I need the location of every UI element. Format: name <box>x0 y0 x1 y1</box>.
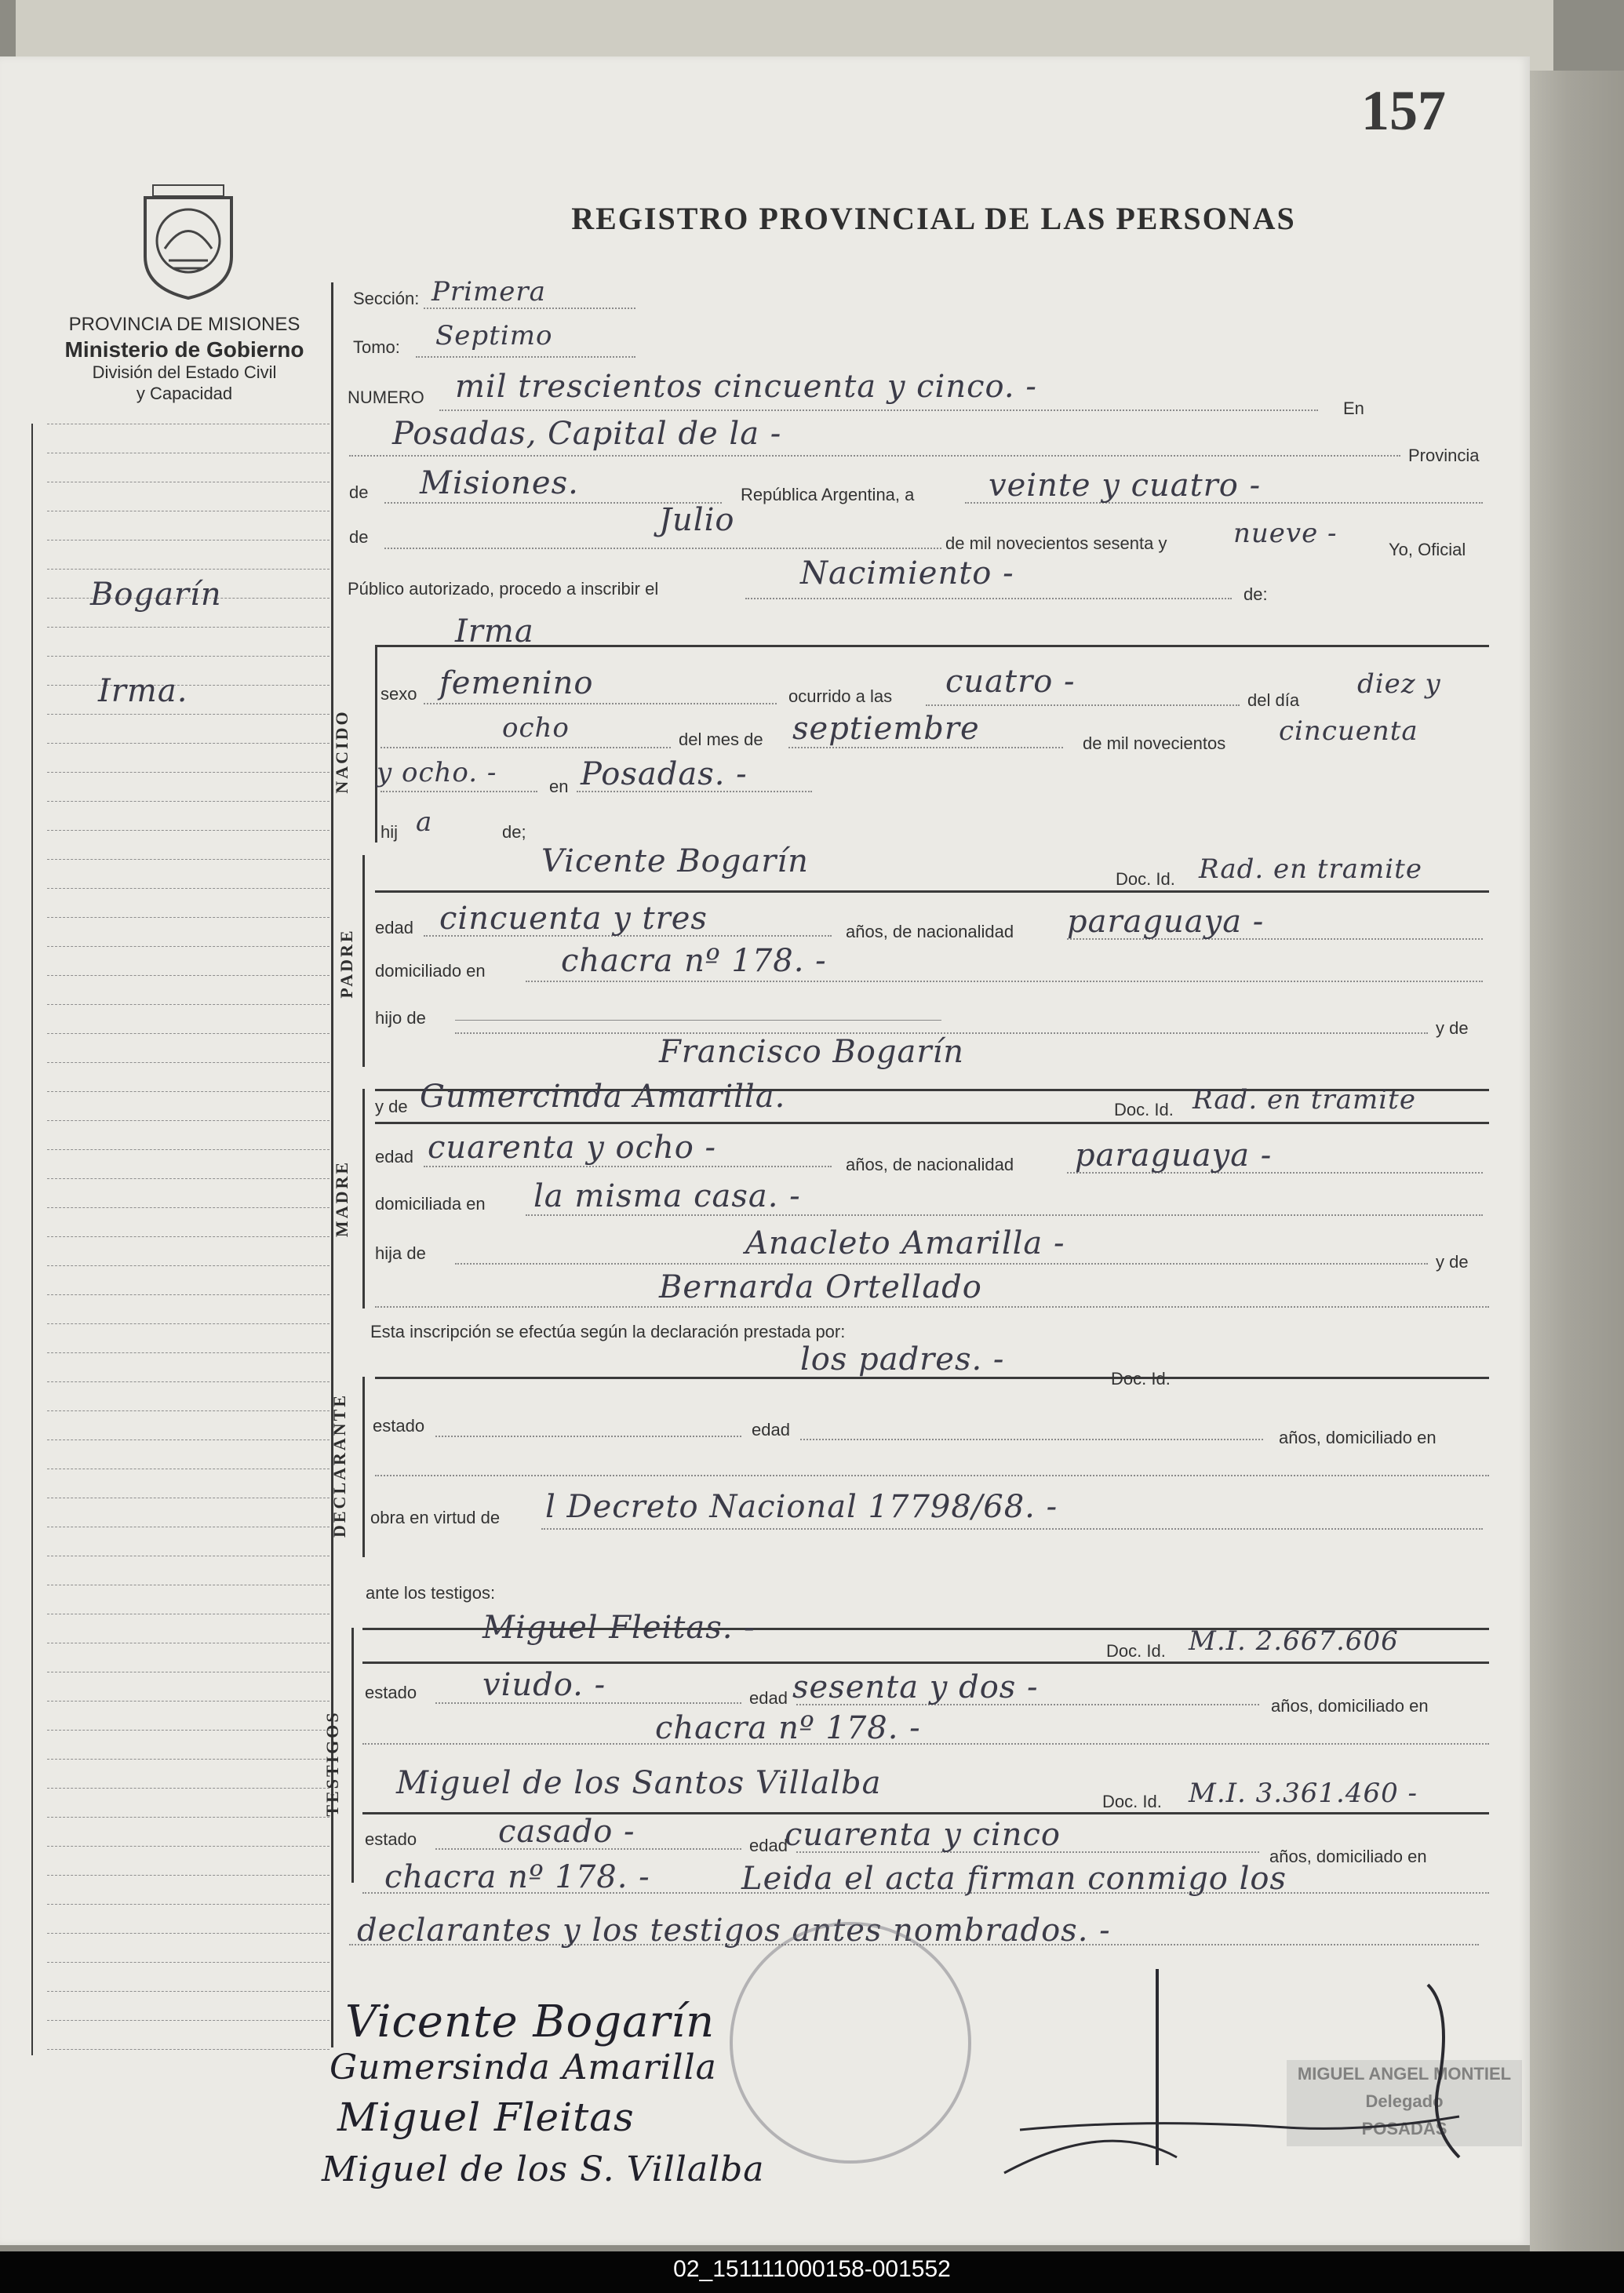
margin-ruled-line <box>47 1033 330 1034</box>
margin-left-rule <box>31 424 33 2055</box>
madre-name: Gumercinda Amarilla. <box>420 1079 786 1115</box>
madre-y-de-label: y de <box>375 1097 408 1116</box>
officer-title: Delegado <box>1365 2091 1444 2112</box>
dotted-line <box>526 981 1483 982</box>
madre-section-label: MADRE <box>332 1159 351 1238</box>
padre-section-label: PADRE <box>337 928 356 999</box>
witness2-edad: cuarenta y cinco <box>785 1817 1061 1853</box>
issuer-ministry: Ministerio de Gobierno <box>64 337 304 362</box>
republica-label: República Argentina, a <box>741 485 915 504</box>
margin-ruled-line <box>47 1933 330 1934</box>
officer-city: POSADAS <box>1361 2119 1447 2139</box>
witness2-estado: casado - <box>498 1814 635 1850</box>
anio-label: de mil novecientos <box>1083 733 1226 753</box>
dotted-line <box>416 356 635 358</box>
officer-signature-mark <box>989 1961 1491 2197</box>
anios-label: años, domiciliado en <box>1279 1428 1436 1447</box>
hij-suffix: a <box>416 806 433 838</box>
hij-label: hij <box>381 822 399 842</box>
margin-ruled-line <box>47 2020 330 2021</box>
day-value: veinte y cuatro - <box>989 468 1262 504</box>
margin-ruled-line <box>47 1091 330 1092</box>
signature-2: Gumersinda Amarilla <box>330 2047 717 2087</box>
obra-value: l Decreto Nacional 17798/68. - <box>545 1489 1058 1525</box>
issuer-province: PROVINCIA DE MISIONES <box>68 314 300 335</box>
margin-ruled-line <box>47 1294 330 1295</box>
numero-label: NUMERO <box>348 388 424 407</box>
margin-ruled-line <box>47 801 330 802</box>
margin-given-name: Irma. <box>98 673 188 709</box>
witness1-estado: viudo. - <box>482 1667 606 1703</box>
margin-ruled-line <box>47 627 330 628</box>
margin-ruled-line <box>47 1062 330 1063</box>
edad-label: edad <box>752 1420 790 1439</box>
image-id-label: 02_151111000158-001552 <box>673 2256 951 2282</box>
margin-ruled-line <box>47 1236 330 1237</box>
padre-name: Vicente Bogarín <box>541 843 809 879</box>
padre-parent: Francisco Bogarín <box>659 1034 965 1070</box>
nacido-name: Irma <box>455 613 534 650</box>
province-seal-icon <box>137 182 239 300</box>
margin-ruled-line <box>47 946 330 947</box>
hija-label: hija de <box>375 1243 426 1263</box>
margin-ruled-line <box>47 1323 330 1324</box>
margin-ruled-line <box>47 1439 330 1440</box>
place-value: Posadas, Capital de la - <box>392 416 782 452</box>
de3-label: de: <box>1243 584 1268 604</box>
signature-3: Miguel Fleitas <box>337 2095 635 2140</box>
margin-ruled-line <box>47 1730 330 1731</box>
nacido-section-label: NACIDO <box>332 709 351 794</box>
issuer-division: División del Estado Civil <box>92 362 277 383</box>
dia-label: del día <box>1247 690 1300 710</box>
dotted-line <box>424 308 635 309</box>
obra-label: obra en virtud de <box>370 1508 501 1527</box>
sexo-value: femenino <box>439 665 594 701</box>
witness1-edad-label: edad <box>749 1688 788 1708</box>
witness1-doc-label: Doc. Id. <box>1106 1641 1166 1661</box>
margin-ruled-line <box>47 1817 330 1818</box>
edad-label: edad <box>375 1147 413 1167</box>
dotted-line <box>381 791 537 792</box>
nac-label: años, de nacionalidad <box>846 1155 1014 1174</box>
closing-line1: Leida el acta firman conmigo los <box>741 1861 1287 1897</box>
margin-ruled-line <box>47 1846 330 1847</box>
dotted-line <box>526 1214 1483 1216</box>
month-value: Julio <box>659 502 735 538</box>
dotted-line <box>926 704 1240 706</box>
padre-domicilio: chacra nº 178. - <box>561 943 827 979</box>
margin-ruled-line <box>47 1265 330 1266</box>
section-rule <box>375 890 1489 893</box>
page-number: 157 <box>1361 79 1446 142</box>
witness1-anios-label: años, domiciliado en <box>1271 1696 1429 1716</box>
de-label: de <box>349 482 369 502</box>
margin-surname: Bogarín <box>90 577 222 613</box>
margin-ruled-line <box>47 1904 330 1905</box>
testigos-section-label: TESTIGOS <box>322 1710 342 1817</box>
margin-ruled-line <box>47 1207 330 1208</box>
en-label: En <box>1343 399 1364 418</box>
margin-ruled-line <box>47 1410 330 1411</box>
document-title: REGISTRO PROVINCIAL DE LAS PERSONAS <box>571 201 1296 236</box>
margin-ruled-line <box>47 859 330 860</box>
official-round-stamp <box>730 1922 971 2164</box>
dotted-line <box>435 1436 741 1437</box>
year-value: nueve - <box>1233 518 1338 549</box>
margin-ruled-line <box>47 1352 330 1353</box>
madre-parent-mother: Bernarda Ortellado <box>659 1269 982 1305</box>
seccion-label: Sección: <box>353 289 420 308</box>
margin-ruled-column <box>47 424 330 2055</box>
margin-ruled-line <box>47 1759 330 1760</box>
witness1-edad: sesenta y dos - <box>792 1669 1039 1705</box>
dotted-line <box>455 1263 1428 1265</box>
madre-doc-label: Doc. Id. <box>1114 1100 1174 1119</box>
witness1-doc: M.I. 2.667.606 <box>1189 1625 1399 1657</box>
margin-ruled-line <box>47 1991 330 1992</box>
sexo-label: sexo <box>381 684 417 704</box>
tomo-value: Septimo <box>435 320 553 351</box>
closing-line2: declarantes y los testigos antes nombrados. - <box>357 1913 1111 1949</box>
dotted-line <box>788 747 1063 748</box>
madre-doc: Rad. en tramite <box>1193 1084 1416 1116</box>
provincia-label: Provincia <box>1408 446 1480 465</box>
dotted-line <box>349 455 1400 457</box>
year-part2-value: y ocho. - <box>377 757 497 788</box>
margin-ruled-line <box>47 830 330 831</box>
margin-ruled-line <box>47 1381 330 1382</box>
margin-ruled-line <box>47 1962 330 1963</box>
dotted-line <box>384 548 941 549</box>
dom-label: domiciliado en <box>375 961 486 981</box>
place-value: Posadas. - <box>581 756 748 792</box>
de2-label: de <box>349 527 369 547</box>
signature-4: Miguel de los S. Villalba <box>322 2149 765 2189</box>
dotted-line <box>375 1475 1489 1476</box>
margin-ruled-line <box>47 1875 330 1876</box>
section-rule <box>375 645 377 843</box>
witness2-estado-label: estado <box>365 1829 417 1849</box>
dotted-line <box>375 1306 1489 1308</box>
dotted-line <box>745 598 1232 599</box>
section-rule <box>362 1089 365 1308</box>
margin-ruled-line <box>47 714 330 715</box>
province-value: Misiones. <box>420 465 579 501</box>
witness1-domicilio: chacra nº 178. - <box>655 1710 921 1746</box>
dotted-line <box>381 747 671 748</box>
witness2-edad-label: edad <box>749 1836 788 1855</box>
margin-ruled-line <box>47 1149 330 1150</box>
testigos-intro: ante los testigos: <box>366 1583 496 1603</box>
margin-ruled-line <box>47 1701 330 1702</box>
margin-ruled-line <box>47 772 330 773</box>
section-rule <box>375 1122 1489 1124</box>
witness1-estado-label: estado <box>365 1683 417 1702</box>
padre-doc-label: Doc. Id. <box>1116 869 1175 889</box>
margin-ruled-line <box>47 975 330 976</box>
issuer-capacity: y Capacidad <box>136 383 233 403</box>
margin-ruled-line <box>47 569 330 570</box>
act-type-value: Nacimiento - <box>800 555 1014 591</box>
publico-label: Público autorizado, procedo a inscribir el <box>348 579 659 599</box>
margin-ruled-line <box>47 1120 330 1121</box>
numero-value: mil trescientos cincuenta y cinco. - <box>455 369 1037 405</box>
margin-ruled-line <box>47 743 330 744</box>
margin-ruled-line <box>47 917 330 918</box>
month-value: septiembre <box>792 711 980 747</box>
oficial-label: Yo, Oficial <box>1389 540 1466 559</box>
signature-1: Vicente Bogarín <box>345 1996 716 2047</box>
margin-ruled-line <box>47 685 330 686</box>
witness2-doc-label: Doc. Id. <box>1102 1792 1162 1811</box>
de-label: de; <box>502 822 526 842</box>
year-part1-value: cincuenta <box>1279 715 1418 747</box>
dotted-line <box>439 409 1318 411</box>
tomo-label: Tomo: <box>353 337 400 357</box>
edad-label: edad <box>375 918 413 937</box>
madre-domicilio: la misma casa. - <box>533 1178 801 1214</box>
madre-nacionalidad: paraguaya - <box>1075 1137 1273 1174</box>
ocurrido-label: ocurrido a las <box>788 686 893 706</box>
witness2-domicilio: chacra nº 178. - <box>384 1859 650 1895</box>
day-part2-value: ocho <box>502 712 570 744</box>
dotted-line <box>424 1166 832 1167</box>
dotted-line <box>424 703 777 704</box>
mes-label: del mes de <box>679 730 763 749</box>
page-edge <box>1530 71 1624 2259</box>
declarante-intro: Esta inscripción se efectúa según la declaración prestada por: <box>370 1322 846 1341</box>
estado-label: estado <box>373 1416 425 1436</box>
hour-value: cuatro - <box>945 664 1076 700</box>
witness1-name: Miguel Fleitas. - <box>482 1610 756 1646</box>
section-rule <box>375 645 1489 647</box>
margin-ruled-line <box>47 656 330 657</box>
margin-ruled-line <box>47 1178 330 1179</box>
dotted-line <box>541 1528 1483 1530</box>
seccion-value: Primera <box>431 276 546 308</box>
section-rule <box>362 855 365 1067</box>
witness2-name: Miguel de los Santos Villalba <box>396 1765 882 1801</box>
dotted-line <box>362 1743 1489 1745</box>
section-rule <box>351 1628 354 1883</box>
madre-parent-father: Anacleto Amarilla - <box>745 1225 1065 1261</box>
padre-edad: cincuenta y tres <box>439 901 708 937</box>
en-label: en <box>549 777 569 796</box>
dotted-line <box>800 1439 1263 1440</box>
margin-ruled-line <box>47 1788 330 1789</box>
issuer-block <box>31 314 337 404</box>
declarante-section-label: DECLARANTE <box>330 1392 349 1538</box>
margin-ruled-line <box>47 888 330 889</box>
year-label: de mil novecientos sesenta y <box>945 533 1167 553</box>
padre-nacionalidad: paraguaya - <box>1067 904 1265 940</box>
y-de-label: y de <box>1436 1018 1469 1038</box>
witness2-doc: M.I. 3.361.460 - <box>1189 1778 1418 1809</box>
section-rule <box>362 1377 365 1557</box>
dom-label: domiciliada en <box>375 1194 486 1214</box>
madre-edad: cuarenta y ocho - <box>428 1130 717 1166</box>
margin-ruled-line <box>47 2049 330 2050</box>
nac-label: años, de nacionalidad <box>846 922 1014 941</box>
declarante-name: los padres. - <box>800 1341 1005 1378</box>
witness2-anios-label: años, domiciliado en <box>1269 1847 1427 1866</box>
hijo-label: hijo de <box>375 1008 426 1028</box>
declarante-doc-label: Doc. Id. <box>1111 1369 1171 1389</box>
y-de-label: y de <box>1436 1252 1469 1272</box>
officer-name: MIGUEL ANGEL MONTIEL <box>1297 2064 1512 2084</box>
blank-line <box>455 1020 941 1021</box>
section-rule <box>362 1662 1489 1664</box>
padre-doc: Rad. en tramite <box>1199 854 1422 885</box>
day-part1-value: diez y <box>1357 668 1441 700</box>
margin-ruled-line <box>47 1004 330 1005</box>
